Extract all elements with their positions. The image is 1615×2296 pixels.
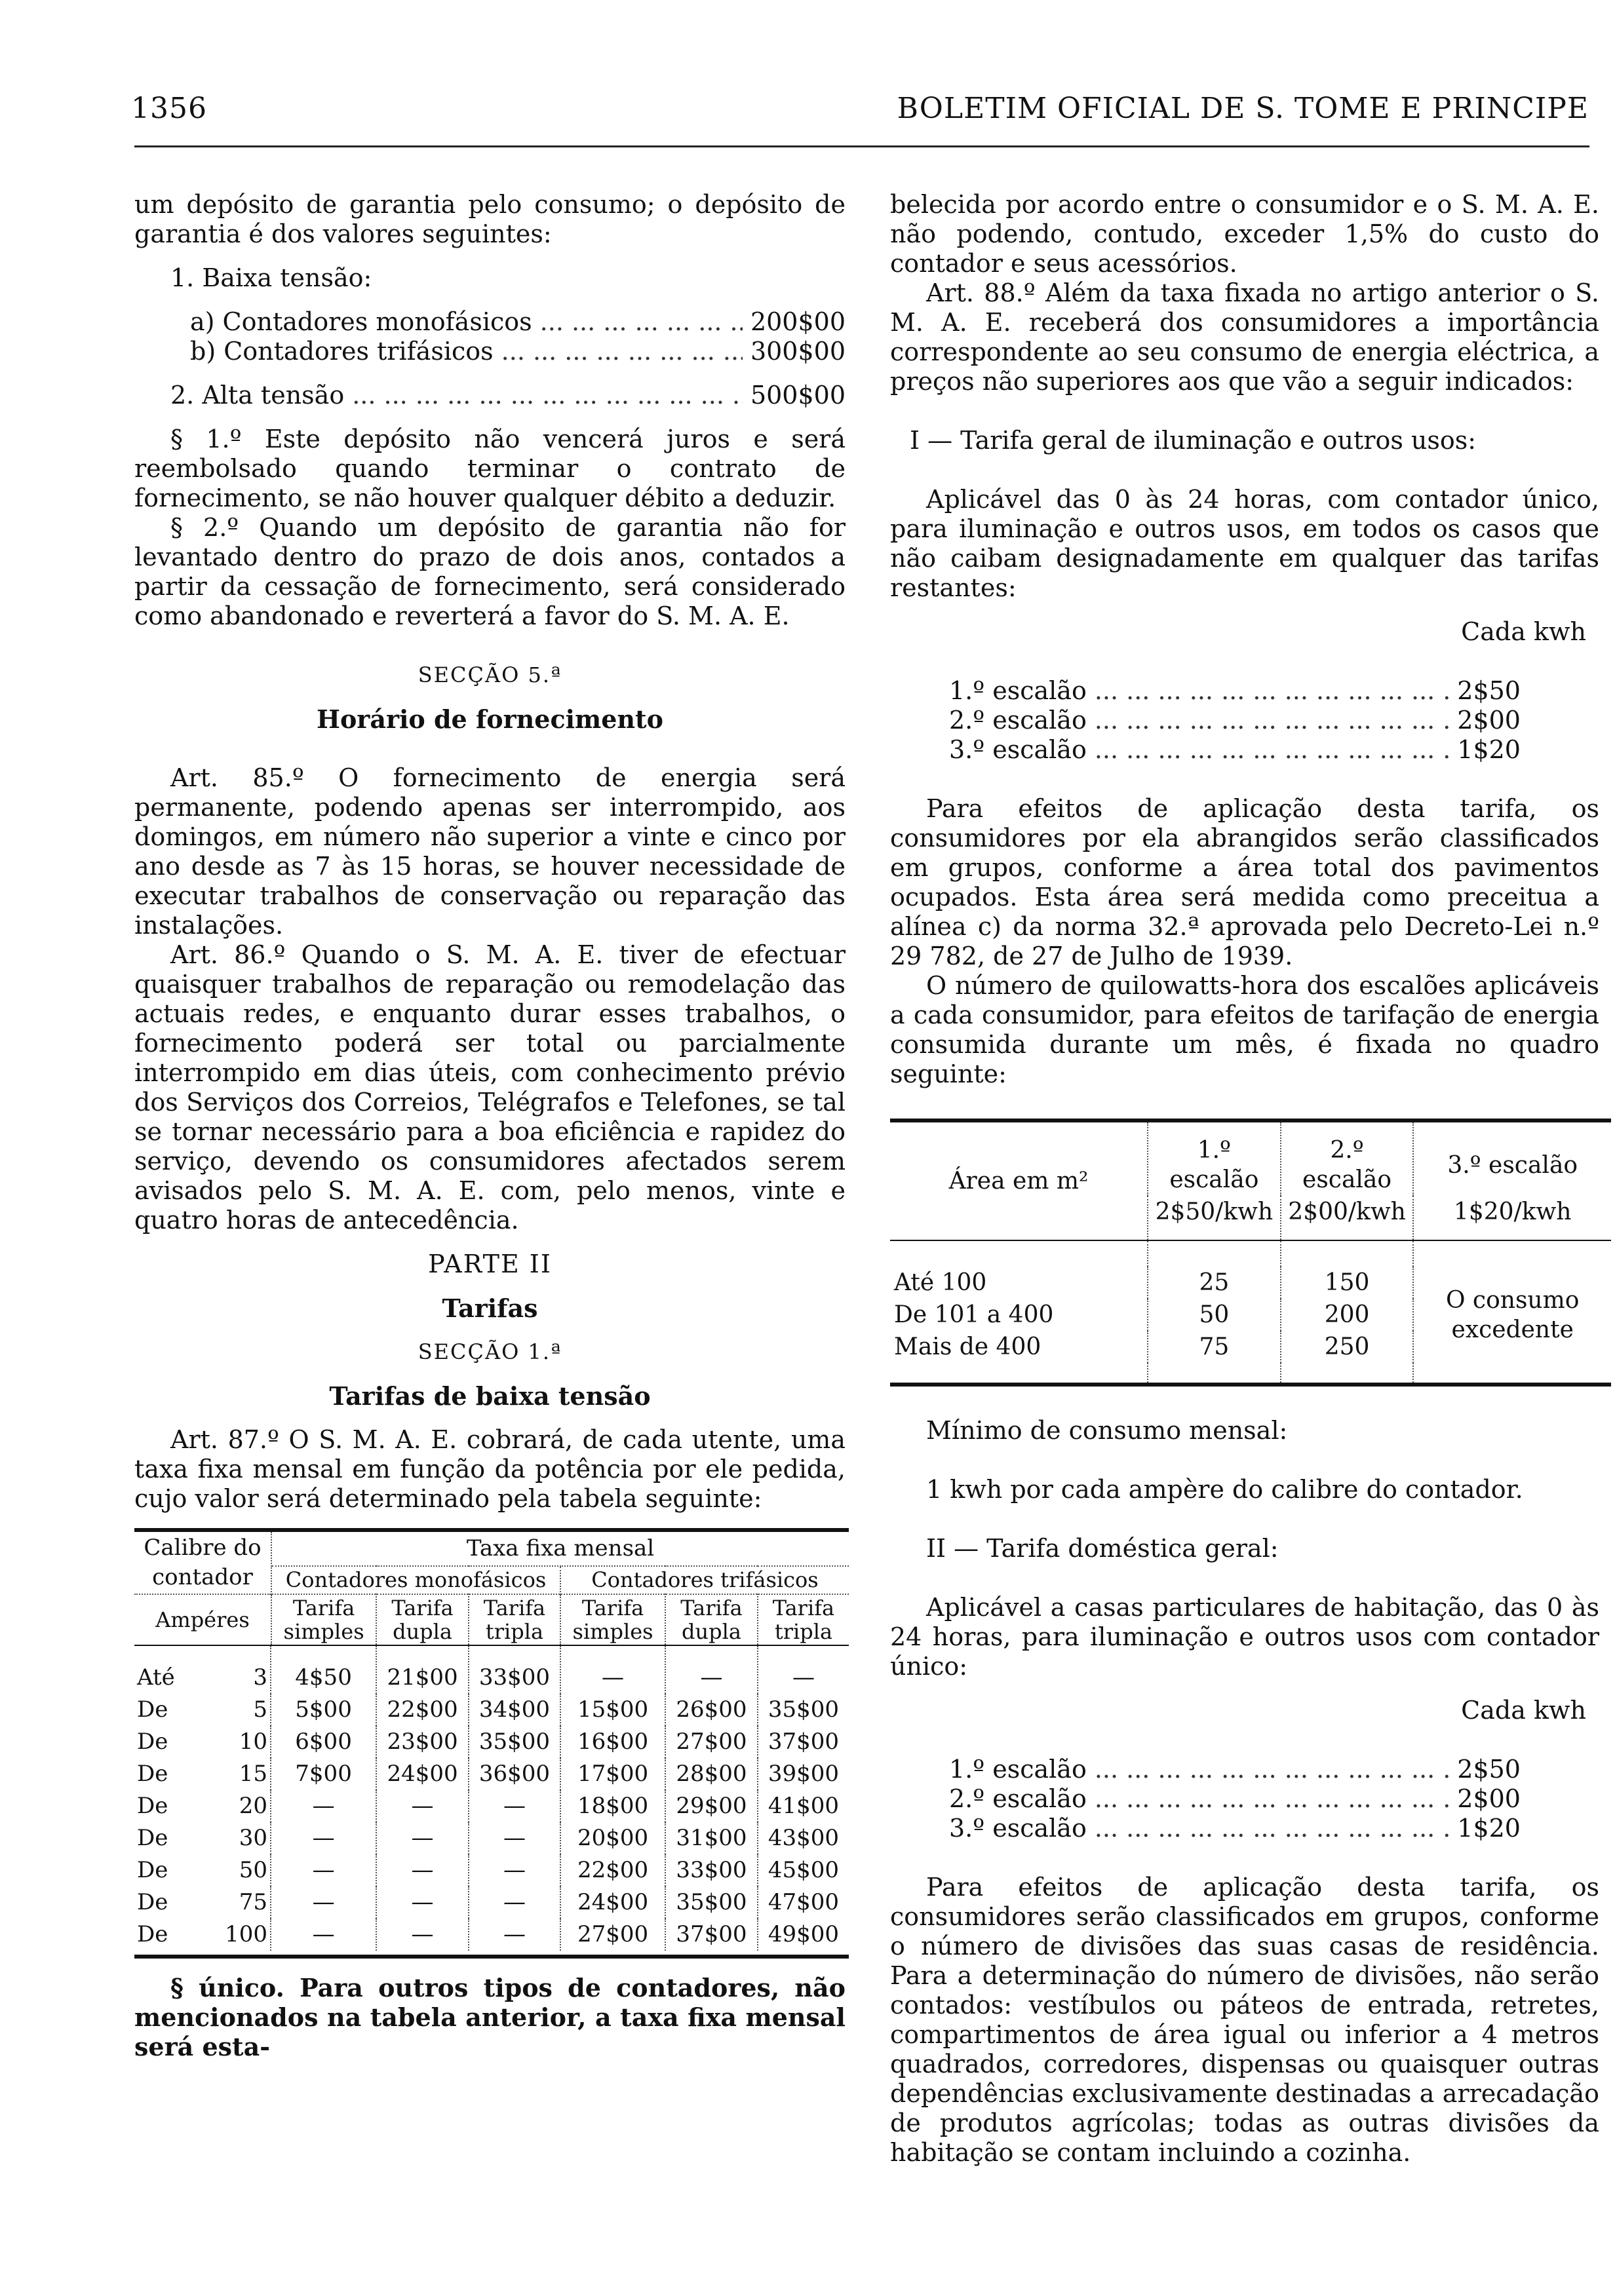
tarifa-cell: — [376,1790,469,1822]
tarifa-cell: 33$00 [665,1854,758,1886]
paragraph-2: § 2.º Quando um depósito de garantia não for levantado dentro do prazo de dois anos, contados a partir da cessação de fornecimento, será considerado como abandonado e reverterá a favor do S. M. A. E. [134,513,846,630]
escalao-label: 2.º escalão [949,1784,1087,1813]
tarifa-cell: 36$00 [469,1758,560,1790]
taxa-fixa-table [134,1528,849,1951]
minimo-title: Mínimo de consumo mensal: [926,1416,1288,1445]
tarifa-cell: 27$00 [560,1919,665,1951]
section-5-title: Horário de fornecimento [317,704,663,734]
col-escalao-3-price: 1$20/kwh [1453,1198,1572,1225]
tarifa-cell: 35$00 [665,1886,758,1919]
left-column [134,190,846,2061]
table-row [134,1758,849,1790]
tarifa-cell: — [469,1886,560,1919]
section-5-heading: SECÇÃO 5.ª [418,662,562,687]
escaloes-1 [890,676,1599,765]
tarifa-cell: — [271,1822,376,1854]
section-1-title: Tarifas de baixa tensão [329,1381,651,1411]
tarifa-1-paragraph: Aplicável das 0 às 24 horas, com contador único, para iluminação e outros usos, em todos os casos que não caibam designadamente em qualquer das tarifas restantes: [890,485,1599,602]
item-trifasicos-label: b) Contadores trifásicos [190,337,494,366]
item-alta-tensao-label: 2. Alta tensão [170,381,345,410]
col-monofasicos: Contadores monofásicos [271,1566,560,1594]
tarifa-cell: 37$00 [665,1919,758,1951]
table-row [134,1822,849,1854]
table-row [134,1726,849,1758]
tarifa-cell: 45$00 [768,1857,840,1883]
escalao-label: 3.º escalão [949,735,1087,764]
sub-header: Tarifa simples [271,1594,376,1645]
tarifa-cell: 4$50 [271,1645,376,1694]
tarifa-cell: 41$00 [768,1793,840,1819]
article-87: Art. 87.º O S. M. A. E. cobrará, de cada utente, uma taxa fixa mensal em função da potência por ele pedida, cujo valor será determinado pela tabela seguinte: [134,1425,846,1513]
tarifa-cell: 18$00 [560,1790,665,1822]
ampere-cell [134,1726,271,1758]
efeitos-paragraph-2: Para efeitos de aplicação desta tarifa, os consumidores serão classificados em grupos, conforme o número de divisões das suas casas de residência. Para a determinação do número de divisões, não serão contados: vestíbulos ou páteos de entrada, retretes, compartimentos de área igual ou inferior a 4 metros quadrados, corredores, dispensas ou quaisquer outras dependências exclusivamente destinadas a arrecadação de produtos agrícolas; todas as outras divisões da habitação se contam incluindo a cozinha. [890,1873,1599,2167]
ampere-value: 3 [253,1664,267,1691]
tarifa-cell: 26$00 [665,1694,758,1726]
page-title: BOLETIM OFICIAL DE S. TOME E PRINCIPE [897,92,1589,125]
ampere-prefix: De [137,1889,168,1915]
efeitos-paragraph-1: Para efeitos de aplicação desta tarifa, os consumidores por ela abrangidos serão classificados em grupos, conforme a área total dos pavimentos ocupados. Esta área será medida como preceitua a alínea c) da norma 32.ª aprovada pelo Decreto-Lei n.º 29 782, de 27 de Julho de 1939. [890,794,1599,970]
tarifa-cell: 23$00 [376,1726,469,1758]
item-trifasicos [134,337,846,366]
col-escalao-2: 2.º escalão [1281,1120,1414,1196]
tarifa-cell: 37$00 [768,1729,840,1755]
col-escalao-2-price: 2$00/kwh [1281,1196,1414,1240]
ampere-cell [134,1758,271,1790]
ampere-prefix: De [137,1857,168,1883]
col-trifasicos: Contadores trifásicos [591,1567,819,1593]
sub-header: Tarifa tripla [469,1594,560,1645]
ampere-prefix: De [137,1761,168,1787]
tarifa-cell: — [665,1645,758,1694]
ampere-prefix: De [137,1696,168,1723]
ampere-cell [134,1886,271,1919]
escalao-label: 2.º escalão [949,706,1087,735]
ampere-value: 100 [225,1921,267,1947]
escalao-value: 2$50 [1457,676,1521,705]
tarifa-cell: — [469,1919,560,1951]
tarifa-cell: — [376,1886,469,1919]
ampere-value: 75 [239,1889,267,1915]
tarifa-cell: 15$00 [560,1694,665,1726]
numero-paragraph: O número de quilowatts-hora dos escalões aplicáveis a cada consumidor, para efeitos de tarifação de energia consumida durante um mês, é fixada no quadro seguinte: [890,971,1599,1088]
tarifa-cell: — [469,1822,560,1854]
consumo-excedente: O consumo excedente [1445,1286,1580,1343]
tarifa-cell: 34$00 [469,1694,560,1726]
ampere-prefix: De [137,1729,168,1755]
sub-header: Tarifa tripla [772,1596,835,1644]
item-trifasicos-value: 300$00 [750,337,846,366]
item-alta-tensao-value: 500$00 [750,381,846,410]
area-row-e1: 50 [1148,1299,1281,1331]
ampere-value: 5 [253,1696,267,1723]
escalao-label: 1.º escalão [949,1755,1087,1784]
col-escalao-3: 3.º escalão [1447,1151,1578,1179]
table-row [134,1919,849,1951]
article-85: Art. 85.º O fornecimento de energia será permanente, podendo apenas ser interrompido, aos domingos, em número não superior a vinte e cinco por ano desde as 7 às 15 horas, se houver necessidade de executar trabalhos de conservação ou reparação das instalações. [134,763,846,940]
area-row-label: Mais de 400 [890,1331,1148,1363]
table-row [134,1645,849,1694]
tarifa-cell: 39$00 [768,1761,840,1787]
area-row-e2: 250 [1281,1331,1414,1363]
section-1-heading: SECÇÃO 1.ª [418,1339,562,1364]
area-row-e1: 75 [1148,1331,1281,1363]
table-row [134,1854,849,1886]
escalao-row [949,676,1521,706]
item-alta-tensao [134,381,846,410]
tarifa-cell: 49$00 [768,1921,840,1947]
tarifa-cell: 21$00 [376,1645,469,1694]
ampere-cell [134,1694,271,1726]
sub-header: Tarifa simples [560,1594,665,1645]
ampere-cell [134,1790,271,1822]
minimo-value: 1 kwh por cada ampère do calibre do contador. [926,1475,1523,1504]
cada-kwh-2: Cada kwh [1461,1696,1586,1725]
tarifa-cell: — [271,1919,376,1951]
escalao-row [949,1784,1521,1814]
tarifa-cell: — [271,1886,376,1919]
tarifa-cell: 47$00 [768,1889,840,1915]
tarifa-cell: — [469,1854,560,1886]
cada-kwh-1: Cada kwh [1461,617,1586,646]
tarifa-cell: 24$00 [560,1886,665,1919]
footnote-unico: § único. Para outros tipos de contadores, não mencionados na tabela anterior, a taxa fixa mensal será esta- [134,1973,846,2061]
tarifa-cell: — [376,1854,469,1886]
part-2-title: Tarifas [442,1293,538,1323]
tarifa-cell: 43$00 [768,1825,840,1851]
escalao-value: 2$50 [1457,1755,1521,1784]
ampere-value: 50 [239,1857,267,1883]
col-escalao-1: 1.º escalão [1148,1120,1281,1196]
col-calibre: Calibre do contador [134,1530,271,1594]
escalao-value: 1$20 [1457,1814,1521,1843]
tarifa-2-paragraph: Aplicável a casas particulares de habitação, das 0 às 24 horas, para iluminação e outros usos com contador único: [890,1593,1599,1681]
area-row-e2: 200 [1281,1299,1414,1331]
tarifa-cell: — [792,1664,815,1691]
ampere-prefix: De [137,1825,168,1851]
col-taxa-fixa: Taxa fixa mensal [271,1530,849,1566]
tarifa-cell: 7$00 [271,1758,376,1790]
ampere-value: 15 [239,1761,267,1787]
header-rule [134,145,1589,147]
item-monofasicos [134,307,846,337]
tarifa-cell: — [469,1790,560,1822]
tarifa-cell: 22$00 [376,1694,469,1726]
escaloes-2 [890,1755,1599,1843]
escalao-row [949,1755,1521,1784]
tarifa-1-title: I — Tarifa geral de iluminação e outros usos: [910,426,1477,455]
escalao-value: 1$20 [1457,735,1521,764]
part-2-heading: PARTE II [428,1250,552,1278]
ampere-value: 10 [239,1729,267,1755]
col-escalao-1-price: 2$50/kwh [1148,1196,1281,1240]
escalao-row [949,735,1521,765]
taxa-fixa-body [134,1645,849,1951]
sub-header: Tarifa dupla [665,1594,758,1645]
tarifa-cell: 20$00 [560,1822,665,1854]
tarifa-cell: 16$00 [560,1726,665,1758]
escalao-row [949,706,1521,735]
article-88: Art. 88.º Além da taxa fixada no artigo anterior o S. M. A. E. receberá dos consumidores a importância correspondente ao seu consumo de energia eléctrica, a preços não superiores aos que vão a seguir indicados: [890,278,1599,396]
paragraph-1: § 1.º Este depósito não vencerá juros e será reembolsado quando terminar o contrato de fornecimento, se não houver qualquer débito a deduzir. [134,425,846,512]
right-continuation: belecida por acordo entre o consumidor e o S. M. A. E. não podendo, contudo, exceder 1,5% do custo do contador e seus acessórios. [890,190,1599,278]
tarifa-2-title: II — Tarifa doméstica geral: [926,1534,1279,1563]
tarifa-cell: 22$00 [560,1854,665,1886]
tarifa-cell: — [271,1854,376,1886]
page-number: 1356 [131,92,207,125]
deposit-intro: um depósito de garantia pelo consumo; o depósito de garantia é dos valores seguintes: [134,190,846,248]
tarifa-cell: 31$00 [665,1822,758,1854]
tarifa-cell: 24$00 [376,1758,469,1790]
item-monofasicos-label: a) Contadores monofásicos [190,307,532,336]
ampere-cell [134,1822,271,1854]
tarifa-cell: 17$00 [560,1758,665,1790]
ampere-prefix: De [137,1793,168,1819]
escalao-label: 1.º escalão [949,676,1087,705]
area-row-e1: 25 [1148,1267,1281,1299]
ampere-cell [134,1854,271,1886]
ampere-value: 30 [239,1825,267,1851]
right-column [890,190,1599,2168]
ampere-cell [134,1646,271,1694]
tarifa-cell: — [560,1645,665,1694]
ampere-prefix: Até [137,1664,175,1691]
sub-header: Tarifa dupla [376,1594,469,1645]
tarifa-cell: 6$00 [271,1726,376,1758]
item-baixa-tensao: 1. Baixa tensão: [170,263,372,292]
area-row-label: Até 100 [890,1267,1148,1299]
tarifa-cell: — [376,1919,469,1951]
tarifa-cell: — [376,1822,469,1854]
table-row [134,1886,849,1919]
tarifa-cell: 35$00 [768,1696,840,1723]
escalao-value: 2$00 [1457,706,1521,735]
col-area: Área em m² [890,1120,1148,1240]
tarifa-cell: 27$00 [665,1726,758,1758]
tarifa-cell: — [271,1790,376,1822]
escalao-value: 2$00 [1457,1784,1521,1813]
escalao-label: 3.º escalão [949,1814,1087,1843]
tarifa-cell: 35$00 [469,1726,560,1758]
tarifa-cell: 5$00 [271,1694,376,1726]
tarifa-cell: 33$00 [469,1645,560,1694]
area-row-label: De 101 a 400 [890,1299,1148,1331]
table-row [134,1694,849,1726]
ampere-prefix: De [137,1921,168,1947]
ampere-cell [134,1919,271,1951]
col-amperes: Ampéres [134,1594,271,1645]
escaloes-table [890,1119,1611,1383]
ampere-value: 20 [239,1793,267,1819]
tarifa-cell: 29$00 [665,1790,758,1822]
area-row-e2: 150 [1281,1267,1414,1299]
table-row [134,1790,849,1822]
escalao-row [949,1814,1521,1843]
article-86: Art. 86.º Quando o S. M. A. E. tiver de efectuar quaisquer trabalhos de reparação ou remodelação das actuais redes, e enquanto durar esses trabalhos, o fornecimento poderá ser total ou parcialmente interrompido em dias úteis, com conhecimento prévio dos Serviços dos Correios, Telégrafos e Telefones, se tal se tornar necessário para a boa eficiência e rapidez do serviço, devendo os consumidores afectados serem avisados pelo S. M. A. E. com, pelo menos, vinte e quatro horas de antecedência. [134,940,846,1234]
item-monofasicos-value: 200$00 [750,307,846,336]
tarifa-cell: 28$00 [665,1758,758,1790]
